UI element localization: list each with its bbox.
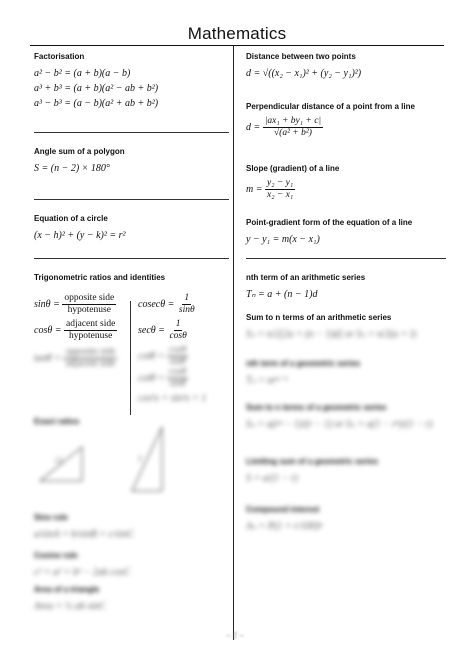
sine-ratio: sinθ = $\frac{\text{opposite side}}{\text{hypotenuse}}$ xyxy=(34,293,115,315)
area-formula: Area = ½ ab sinC xyxy=(34,601,106,612)
exact-ratios-heading: Exact ratios xyxy=(34,417,80,426)
sum-gp-heading: Sum to n terms of a geometric series xyxy=(246,403,387,412)
perpendicular-formula: d = $\frac{\text{|ax₁ + by₁ + c|}}{\text{√(a² + b²)}}$ xyxy=(246,116,322,138)
area-section xyxy=(34,583,229,619)
sum-ap-formula: Sₙ = n/2[2a + (n − 1)d] or Sₙ = n/2(a + l) xyxy=(246,329,417,340)
pythagorean-identity: cos²x + sin²x = 1 xyxy=(138,393,207,404)
slope-section xyxy=(246,158,446,212)
polygon-formula: S = (n − 2) × 180° xyxy=(34,163,110,174)
slope-heading: Slope (gradient) of a line xyxy=(246,164,340,173)
trig-heading: Trigonometric ratios and identities xyxy=(34,273,166,282)
column-divider xyxy=(233,45,234,640)
sum-gp-formula: Sₙ = a(rⁿ − 1)/(r − 1) or Sₙ = a(1 − rⁿ)/(1 − r) xyxy=(246,419,433,430)
cot-ratio: cotθ = $\frac{\cos\theta}{\sin\theta}$ xyxy=(138,345,187,367)
distance-section xyxy=(246,52,446,98)
polygon-section xyxy=(34,133,229,199)
sum-ap-heading: Sum to n terms of an arithmetic series xyxy=(246,313,392,322)
nth-term-gp-section xyxy=(246,359,446,397)
right-column xyxy=(246,52,446,545)
triangle-label: 2 xyxy=(138,454,142,463)
distance-formula: d = √((x₂ − x₁)² + (y₂ − y₁)²) xyxy=(246,68,362,79)
left-column xyxy=(34,52,229,619)
nth-term-gp-heading: nth term of a geometric series xyxy=(246,359,361,368)
page-number: – 2 – xyxy=(226,631,244,640)
area-heading: Area of a triangle xyxy=(34,585,100,594)
circle-formula: (x − h)² + (y − k)² = r² xyxy=(34,230,126,241)
triangle-30-60 xyxy=(132,427,162,491)
factorisation-formula-2: a³ + b³ = (a + b)(a² − ab + b²) xyxy=(34,83,159,94)
slope-formula: m = $\frac{\text{y₂ − y₁}}{\text{x₂ − x₁}}$ xyxy=(246,178,294,200)
perpendicular-heading: Perpendicular distance of a point from a line xyxy=(246,102,415,111)
sine-rule-formula: a/sinA = b/sinB = c/sinC xyxy=(34,529,134,540)
factorisation-heading: Factorisation xyxy=(34,52,85,61)
cot-ratio-2: cotθ = $\frac{\cos\theta}{\sin\theta}$ xyxy=(138,367,187,389)
point-gradient-section xyxy=(246,212,446,258)
nth-term-ap-formula: Tₙ = a + (n − 1)d xyxy=(246,289,318,300)
sec-ratio: secθ = $\frac{1}{\cos\theta}$ xyxy=(138,319,187,341)
trig-grid xyxy=(34,287,229,407)
exact-ratio-triangles xyxy=(34,421,229,501)
perpendicular-section xyxy=(246,98,446,158)
circle-section xyxy=(34,200,229,258)
sine-rule-heading: Sine rule xyxy=(34,513,68,522)
sum-ap-section xyxy=(246,307,446,359)
triangle-label: √2 xyxy=(54,456,63,465)
limiting-sum-section xyxy=(246,457,446,505)
nth-term-ap-heading: nth term of an arithmetic series xyxy=(246,273,366,282)
polygon-heading: Angle sum of a polygon xyxy=(34,147,125,156)
point-gradient-formula: y − y₁ = m(x − x₁) xyxy=(246,234,320,245)
sine-rule-section xyxy=(34,507,229,549)
trig-divider xyxy=(130,301,131,415)
factorisation-formula-1: a² − b² = (a + b)(a − b) xyxy=(34,68,131,79)
cosine-rule-formula: c² = a² + b² − 2ab cosC xyxy=(34,567,131,578)
compound-interest-formula: Aₙ = P(1 + r/100)ⁿ xyxy=(246,521,323,532)
factorisation-formula-3: a³ − b³ = (a − b)(a² + ab + b²) xyxy=(34,98,159,109)
distance-heading: Distance between two points xyxy=(246,52,356,61)
circle-heading: Equation of a circle xyxy=(34,214,108,223)
limiting-sum-heading: Limiting sum of a geometric series xyxy=(246,457,379,466)
limiting-sum-formula: S = a/(1 − r) xyxy=(246,473,298,484)
nth-term-gp-formula: Tₙ = arⁿ⁻¹ xyxy=(246,375,288,386)
title-rule xyxy=(30,45,444,46)
cosine-rule-section xyxy=(34,549,229,583)
trig-section xyxy=(34,259,229,407)
cosec-ratio: cosecθ = $\frac{1}{\sin\theta}$ xyxy=(138,293,195,315)
point-gradient-heading: Point-gradient form of the equation of a line xyxy=(246,218,413,227)
exact-ratios-section xyxy=(34,407,229,507)
compound-interest-heading: Compound interest xyxy=(246,505,320,514)
sum-gp-section xyxy=(246,397,446,457)
compound-interest-section xyxy=(246,505,446,545)
tangent-ratio: tanθ = $\frac{\text{opposite side}}{\text{adjacent side}}$ xyxy=(34,347,116,369)
nth-term-ap-section xyxy=(246,259,446,307)
factorisation-section xyxy=(34,52,229,132)
cosine-ratio: cosθ = $\frac{\text{adjacent side}}{\text{hypotenuse}}$ xyxy=(34,319,116,341)
cosine-rule-heading: Cosine rule xyxy=(34,551,78,560)
page-title: Mathematics xyxy=(187,24,287,43)
